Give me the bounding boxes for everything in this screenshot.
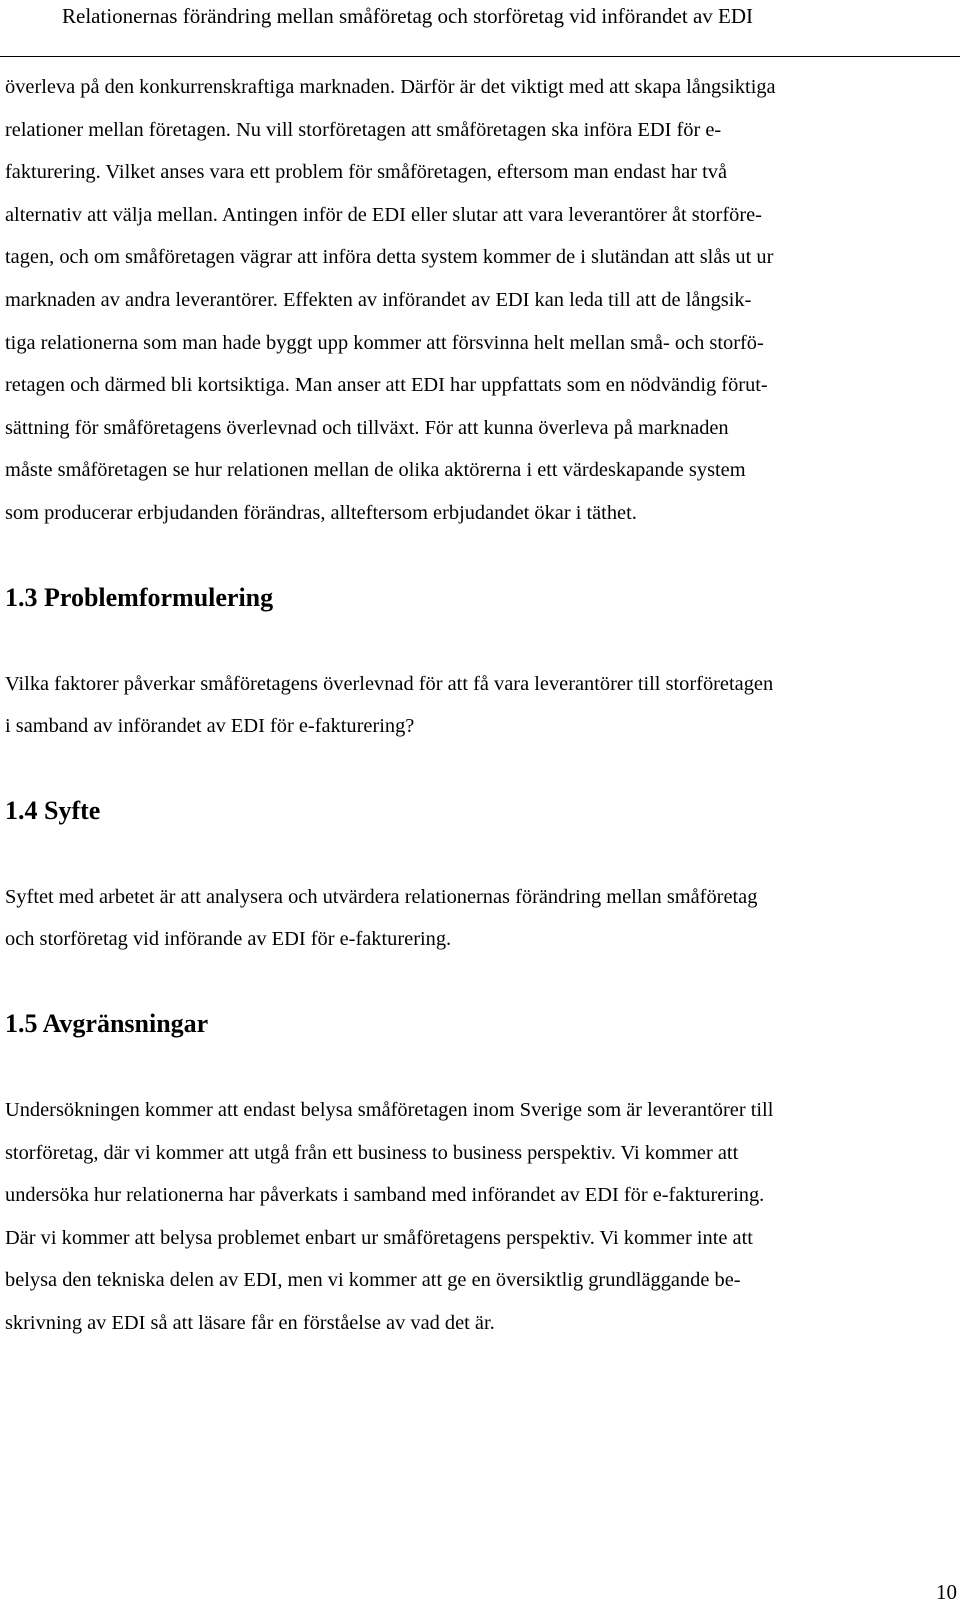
header-divider (0, 56, 960, 57)
intro-paragraph: överleva på den konkurrenskraftiga marknaden. Därför är det viktigt med att skapa långsiktiga relationer mellan företagen. Nu vill storföretagen att småföretagen ska införa EDI för e- fakturering. Vilket anses vara ett problem för småföretagen, eftersom man endast har två alternativ att välja mellan. Antingen inför de EDI eller slutar att vara leverantörer åt storföre- tagen, och om småföretagen vägrar att införa detta system kommer de i slutändan att slås ut ur marknaden av andra leverantörer. Effekten av införandet av EDI kan leda till att de långsik- tiga relationerna som man hade byggt upp kommer att försvinna helt mellan små- och storfö- retagen och därmed bli kortsiktiga. Man anser att EDI har uppfattats som en nödvändig förut- sättning för småföretagens överlevnad och tillväxt. För att kunna överleva på marknaden måste småföretagen se hur relationen mellan de olika aktörerna i ett värdeskapande system som producerar erbjudanden förändras, allteftersom erbjudandet ökar i täthet. (5, 76, 776, 524)
running-header: Relationernas förändring mellan småföretag och storföretag vid införandet av EDI (62, 4, 754, 28)
section-text-avgransningar: Undersökningen kommer att endast belysa småföretagen inom Sverige som är leverantörer till storföretag, där vi kommer att utgå från ett business to business perspektiv. Vi kommer att undersöka hur relationerna har påverkats i samband med införandet av EDI för e-fakturering. Där vi kommer att belysa problemet enbart ur småföretagens perspektiv. Vi kommer inte att belysa den tekniska delen av EDI, men vi kommer att ge en översiktlig grundläggande be- skrivning av EDI så att läsare får en förståelse av vad det är. (5, 1098, 774, 1334)
section-text-problemformulering: Vilka faktorer påverkar småföretagens överlevnad för att få vara leverantörer till storföretagen i samband av införandet av EDI för e-fakturering? (5, 672, 774, 738)
section-heading-syfte: 1.4 Syfte (5, 795, 101, 825)
page-body (5, 66, 935, 1344)
section-text-syfte: Syftet med arbetet är att analysera och utvärdera relationernas förändring mellan småföretag och storföretag vid införande av EDI för e-fakturering. (5, 885, 758, 951)
page-number: 10 (936, 1580, 957, 1604)
section-heading-problemformulering: 1.3 Problemformulering (5, 582, 274, 612)
section-heading-avgransningar: 1.5 Avgränsningar (5, 1008, 209, 1038)
